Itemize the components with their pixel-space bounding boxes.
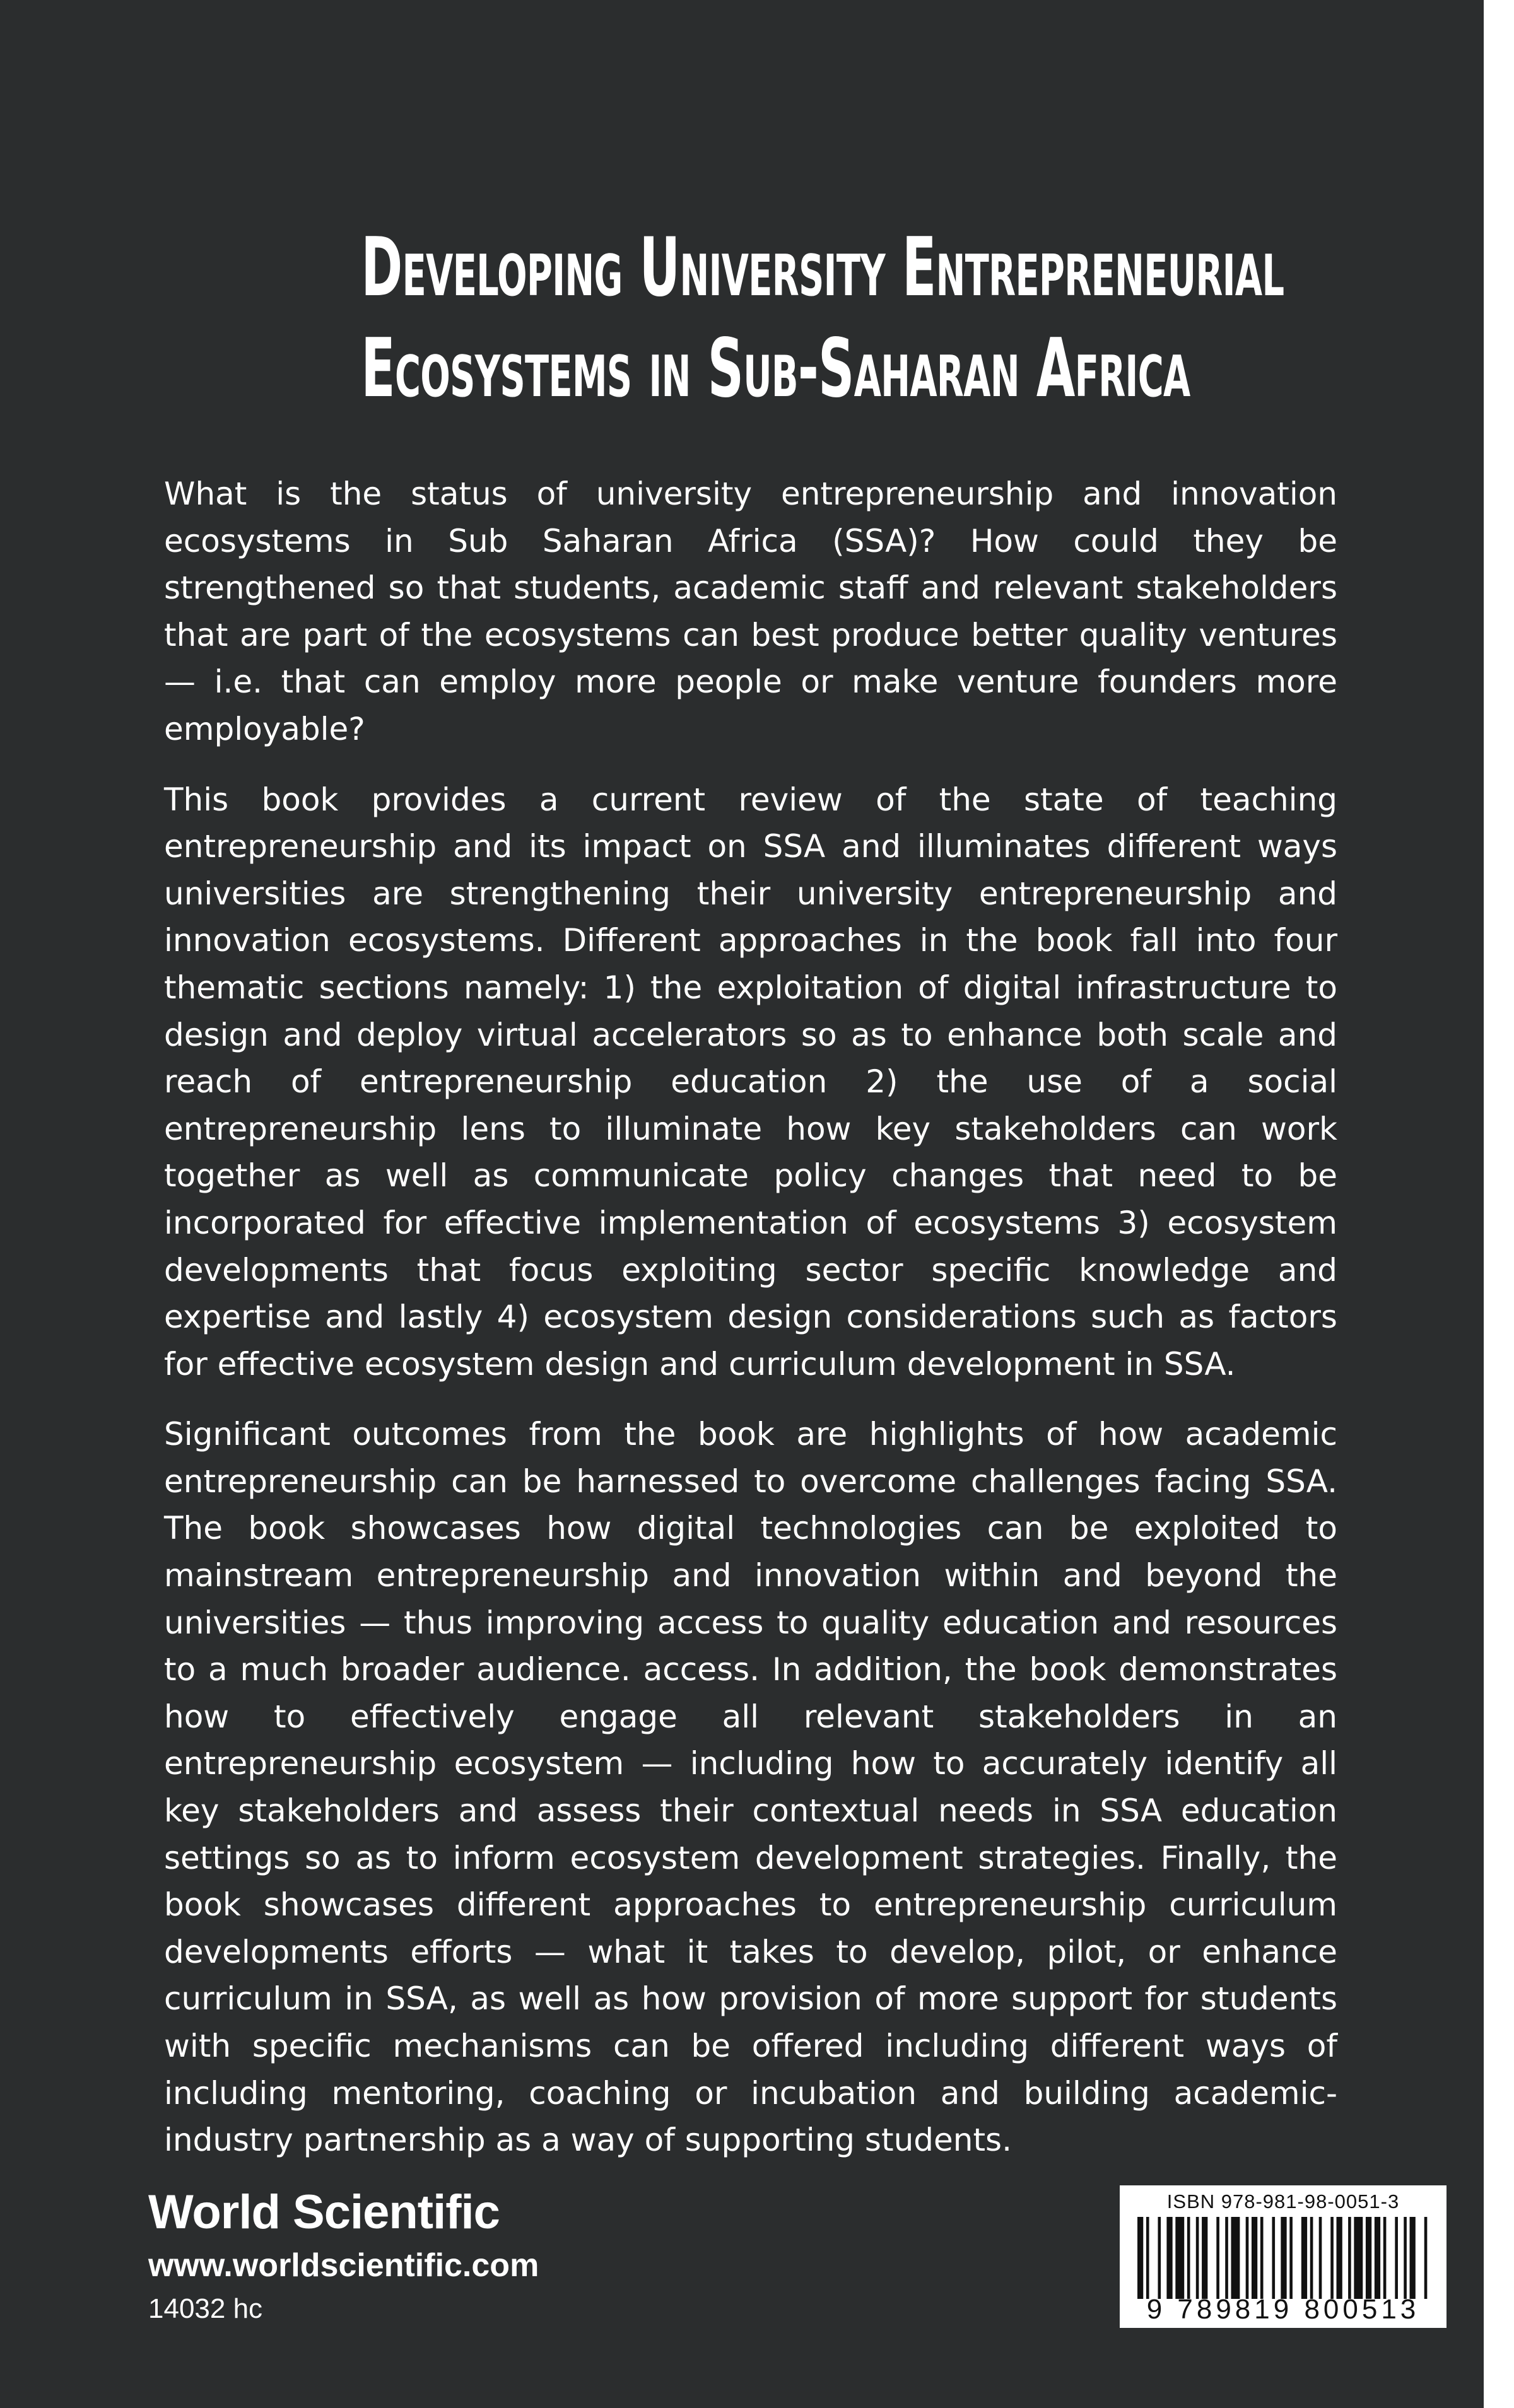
description-paragraph-2: This book provides a current review of the state of teaching entrepreneurship and its impact on SSA and illuminates different ways universities are strengthening their university entrepreneurship and innovation ecosystems. Different approaches in the book fall into four thematic sections namely: 1) the exploitation of digital infrastructure to design and deploy virtual accelerators so as to enhance both scale and reach of entrepreneurship education 2) the use of a social entrepreneurship lens to illuminate how key stakeholders can work together as well as communicate policy changes that need to be incorporated for effective implementation of ecosystems 3) ecosystem developments that focus exploiting sector specific knowledge and expertise and lastly 4) ecosystem design considerations such as factors for effective ecosystem design and curriculum development in SSA. (164, 781, 1337, 1382)
barcode-bar (1260, 2217, 1264, 2299)
book-title (361, 218, 1284, 419)
page-edge (1484, 0, 1514, 2408)
barcode-bar (1330, 2217, 1334, 2299)
isbn-barcode (1120, 2185, 1447, 2328)
barcode-bar (1319, 2217, 1322, 2299)
barcode-bar (1196, 2217, 1199, 2299)
product-code: 14032 hc (148, 2293, 263, 2324)
book-title-line-2: Ecosystems in Sub-Saharan Africa (361, 322, 1190, 416)
barcode-bar (1404, 2217, 1407, 2299)
barcode-bar (1395, 2217, 1398, 2299)
barcode-bar (1410, 2217, 1416, 2299)
barcode-bar (1281, 2217, 1286, 2299)
barcode-bar (1310, 2217, 1313, 2299)
barcode-bar (1202, 2217, 1207, 2299)
publisher-name: World Scientific (148, 2185, 500, 2239)
barcode-bar (1187, 2217, 1190, 2299)
barcode-bar (1424, 2217, 1428, 2299)
description-paragraph-1: What is the status of university entrepreneurship and innovation ecosystems in Sub Saharan Africa (SSA)? How could they be strengthened so that students, academic staff and relevant stakeholders that are part of the ecosystems can best produce better quality ventures — i.e. that can employ more people or make venture founders more employable? (164, 476, 1337, 747)
barcode-bar (1246, 2217, 1249, 2299)
barcode-bar (1348, 2217, 1351, 2299)
description-paragraph-3: Significant outcomes from the book are highlights of how academic entrepreneurship can be harnessed to overcome challenges facing SSA. The book showcases how digital technologies can be exploited to mainstream entrepreneurship and innovation within and beyond the universities — thus improving access to quality education and resources to a much broader audience. access. In addition, the book demonstrates how to effectively engage all relevant stakeholders in an entrepreneurship ecosystem — including how to accurately identify all key stakeholders and assess their contextual needs in SSA education settings so as to inform ecosystem development strategies. Finally, the book showcases different approaches to entrepreneurship curriculum developments efforts — what it takes to develop, pilot, or enhance curriculum in SSA, as well as how provision of more support for students with specific mechanisms can be offered including different ways of including mentoring, coaching or incubation and building academic-industry partnership as a way of supporting students. (164, 1416, 1337, 2159)
barcode-bar (1175, 2217, 1184, 2299)
barcode-bar (1289, 2217, 1293, 2299)
barcode-bar (1146, 2217, 1149, 2299)
barcode-bar (1366, 2217, 1371, 2299)
isbn-label: ISBN 978-981-98-0051-3 (1166, 2190, 1400, 2212)
barcode-bar (1231, 2217, 1240, 2299)
book-title-line-1: Developing University Entrepreneurial (361, 221, 1284, 315)
barcode-bar (1301, 2217, 1307, 2299)
barcode-bar (1166, 2217, 1172, 2299)
barcode-bar (1337, 2217, 1342, 2299)
barcode-bar (1383, 2217, 1387, 2299)
barcode-bar (1252, 2217, 1257, 2299)
barcode-bar (1216, 2217, 1219, 2299)
barcode-bar (1354, 2217, 1363, 2299)
book-description (164, 470, 1337, 2187)
barcode-bar (1137, 2217, 1143, 2299)
barcode-bar (1375, 2217, 1380, 2299)
barcode-digits: 9 789819 800513 (1146, 2294, 1420, 2325)
publisher-url: www.worldscientific.com (148, 2247, 539, 2284)
barcode-bar (1225, 2217, 1228, 2299)
barcode-bars (1137, 2217, 1430, 2299)
barcode-bar (1158, 2217, 1161, 2299)
publisher-block (148, 2182, 539, 2330)
barcode-bar (1272, 2217, 1275, 2299)
